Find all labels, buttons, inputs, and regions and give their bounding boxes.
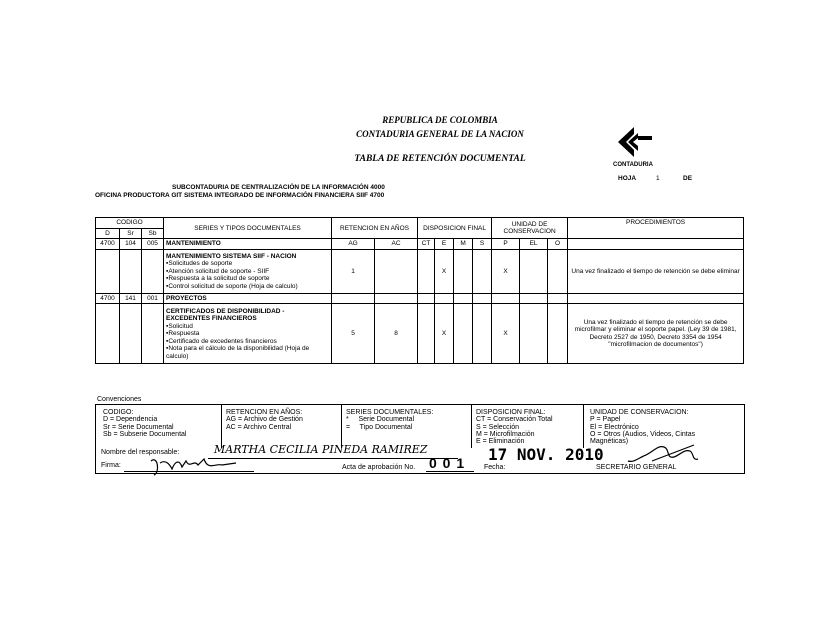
secretaria-label: SECRETARIO GENERAL <box>596 464 677 471</box>
list-item: ▪ Solicitud <box>166 323 329 330</box>
responsable-label: Nombre del responsable: <box>101 449 180 456</box>
convention-line: El = Electrónico <box>590 423 639 431</box>
disposicion-convention-title: DISPOSICION FINAL: <box>476 409 546 416</box>
convention-line: = Tipo Documental <box>346 423 413 431</box>
row1-procedimiento: Una vez finalizado el tiempo de retención se debe eliminar <box>568 249 744 293</box>
divider <box>583 405 584 448</box>
convention-line: S = Selección <box>476 423 519 431</box>
d-col-header: D <box>96 229 120 239</box>
firma-underline <box>124 471 254 472</box>
ct-col-header: CT <box>418 239 435 249</box>
row2-content <box>164 304 332 364</box>
divider <box>221 405 222 448</box>
sheet-number: 1 <box>656 175 660 182</box>
disposicion-header: DISPOSICION FINAL <box>418 218 492 239</box>
handwritten-signature-icon <box>146 453 256 477</box>
fecha-stamp: 17 NOV. 2010 <box>488 445 604 464</box>
codigo-convention <box>103 409 186 438</box>
convention-line: CT = Conservación Total <box>476 416 553 424</box>
sheet-label: HOJA <box>618 175 637 182</box>
row2-ag: 5 <box>332 304 375 364</box>
country-title: REPUBLICA DE COLOMBIA <box>382 115 498 125</box>
row1-items <box>166 260 329 290</box>
convention-line: O = Otros (Audios, Videos, Cintas <box>590 431 696 439</box>
sb-col-header: Sb <box>142 229 164 239</box>
row1-ac <box>375 249 418 293</box>
list-item: ▪ Respuesta a la solicitud de soporte <box>166 275 329 282</box>
unidad-convention-title: UNIDAD DE CONSERVACION: <box>590 409 689 416</box>
list-item: ▪ Respuesta <box>166 330 329 337</box>
convention-line: * Serie Documental <box>346 416 415 424</box>
logo-label: CONTADURIA <box>613 162 653 168</box>
firma-label: Firma: <box>101 462 121 469</box>
convention-line: Sb = Subserie Documental <box>103 431 187 439</box>
p-col-header: P <box>492 239 520 249</box>
entity-title: CONTADURIA GENERAL DE LA NACION <box>356 129 524 139</box>
ag-col-header: AG <box>332 239 375 249</box>
row1-d: 4700 <box>96 239 120 249</box>
row2-sr: 141 <box>120 293 142 303</box>
row1-ag: 1 <box>332 249 375 293</box>
ac-col-header: AC <box>375 239 418 249</box>
list-item: ▪ Control solicitud de soporte (Hoja de calculo) <box>166 283 329 290</box>
retencion-header: RETENCION EN AÑOS <box>332 218 418 239</box>
disposicion-convention <box>476 409 553 446</box>
row1-subseries: MANTENIMIENTO SISTEMA SIIF - NACION <box>166 252 297 260</box>
row1-sr: 104 <box>120 239 142 249</box>
list-item: ▪ Certificado de excedentes financieros <box>166 338 329 345</box>
e-col-header: E <box>435 239 454 249</box>
convention-line: M = Microfilmación <box>476 431 535 439</box>
series-header: SERIES Y TIPOS DOCUMENTALES <box>164 218 332 239</box>
s-col-header: S <box>473 239 492 249</box>
list-item: ▪ Solicitudes de soporte <box>166 260 329 267</box>
subcontaduria-line: SUBCONTADURIA DE CENTRALIZACIÓN DE LA INFORMACIÓN 4000 <box>172 184 385 191</box>
row2-subseries: CERTIFICADOS DE DISPONIBILIDAD - EXCEDENTES FINANCIEROS <box>166 307 285 323</box>
sr-col-header: Sr <box>120 229 142 239</box>
contaduria-logo <box>604 125 662 167</box>
row2-p-mark: X <box>492 304 520 364</box>
retention-table <box>95 217 744 364</box>
retencion-convention-title: RETENCION EN AÑOS: <box>226 409 303 416</box>
acta-label: Acta de aprobación No. <box>342 464 416 471</box>
convention-line: E = Eliminación <box>476 438 525 446</box>
retencion-convention <box>226 409 303 431</box>
list-item: ▪ Nota para el cálculo de la disponibilidad (Hoja de calculo) <box>166 345 329 360</box>
convention-line: P = Papel <box>590 416 621 424</box>
row2-items <box>166 323 329 360</box>
acta-number: 0 0 1 <box>429 455 466 471</box>
o-col-header: O <box>548 239 568 249</box>
divider <box>341 405 342 448</box>
row1-e-mark: X <box>435 249 454 293</box>
el-col-header: EL <box>520 239 548 249</box>
contaduria-logo-icon <box>604 125 662 159</box>
convention-line: AC = Archivo Central <box>226 423 292 431</box>
row2-procedimiento: Una vez finalizado el tiempo de retención se debe microfilmar y eliminar el soporte papel. (Ley 39 de 1981, Decreto 2527 de 1950, Decreto 3354 de 1954 "microfilmacion de documentos") <box>568 304 744 364</box>
codigo-header: CODIGO <box>96 218 164 229</box>
conventions-box <box>95 404 745 474</box>
codigo-convention-title: CODIGO: <box>103 409 134 416</box>
row2-ac: 8 <box>375 304 418 364</box>
procedimientos-blank <box>568 239 744 249</box>
acta-underline <box>426 471 474 472</box>
series-convention-title: SERIES DOCUMENTALES: <box>346 409 434 416</box>
convention-line: AG = Archivo de Gestión <box>226 416 303 424</box>
m-col-header: M <box>454 239 473 249</box>
row1-content <box>164 249 332 293</box>
series-convention <box>346 409 433 431</box>
conventions-title: Convenciones <box>97 396 142 403</box>
row1-sb: 005 <box>142 239 164 249</box>
convention-line: D = Dependencia <box>103 416 158 424</box>
row2-series: PROYECTOS <box>164 293 332 303</box>
list-item: ▪ Atención solicitud de soporte - SIIF <box>166 268 329 275</box>
fecha-label: Fecha: <box>484 464 506 471</box>
convention-line: Magnéticas) <box>590 438 629 446</box>
responsable-name: MARTHA CECILIA PINEDA RAMIREZ <box>214 443 428 456</box>
row2-e-mark: X <box>435 304 454 364</box>
row1-p-mark: X <box>492 249 520 293</box>
procedimientos-header: PROCEDIMIENTOS <box>568 218 744 239</box>
document-title: TABLA DE RETENCIÓN DOCUMENTAL <box>354 154 526 164</box>
convention-line: Sr = Serie Documental <box>103 423 174 431</box>
row2-d: 4700 <box>96 293 120 303</box>
unidad-header: UNIDAD DE CONSERVACION <box>492 218 568 239</box>
row1-series: MANTENIMIENTO <box>164 239 332 249</box>
row2-sb: 001 <box>142 293 164 303</box>
sheet-of-label: DE <box>683 175 693 182</box>
divider <box>471 405 472 448</box>
oficina-line: OFICINA PRODUCTORA GIT SISTEMA INTEGRADO DE INFORMACIÓN FINANCIERA SIIF 4700 <box>95 192 385 199</box>
